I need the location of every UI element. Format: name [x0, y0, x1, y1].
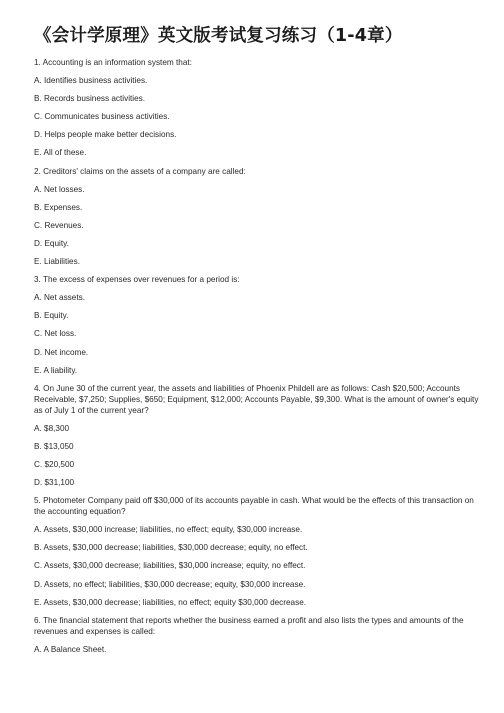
- answer-option: D. Helps people make better decisions.: [34, 130, 177, 140]
- answer-option: E. Assets, $30,000 decrease; liabilities, no effect; equity $30,000 decrease.: [34, 597, 307, 607]
- answer-option: D. Equity.: [34, 238, 69, 248]
- question-text: 6. The financial statement that reports whether the business earned a profit and also lists the types and amounts of the revenues and expenses is called:: [34, 615, 464, 636]
- answer-option: A. $8,300: [34, 423, 70, 433]
- answer-option: C. Communicates business activities.: [34, 112, 170, 122]
- answer-option: B. $13,050: [34, 441, 74, 451]
- answer-option: E. Liabilities.: [34, 257, 80, 267]
- answer-option: D. Net income.: [34, 347, 89, 357]
- answer-option: A. A Balance Sheet.: [34, 644, 107, 654]
- question-text: 4. On June 30 of the current year, the assets and liabilities of Phoenix Phildell are as follows: Cash $20,500; Accounts Receivable, $7,250; Supplies, $650; Equipment, $12,000; Accounts Payable, $9,300. What is the amount of owner's equity as of July 1 of the current year?: [34, 383, 479, 415]
- answer-option: A. Identifies business activities.: [34, 76, 148, 86]
- answer-option: A. Assets, $30,000 increase; liabilities, no effect; equity, $30,000 increase.: [34, 525, 303, 535]
- answer-option: E. A liability.: [34, 365, 78, 375]
- answer-option: C. Net loss.: [34, 329, 77, 339]
- answer-option: C. Assets, $30,000 decrease; liabilities, $30,000 increase; equity, no effect.: [34, 561, 306, 571]
- answer-option: B. Records business activities.: [34, 94, 146, 104]
- question-list: [34, 57, 483, 655]
- answer-option: B. Expenses.: [34, 202, 83, 212]
- answer-option: D. Assets, no effect; liabilities, $30,000 decrease; equity, $30,000 increase.: [34, 579, 306, 589]
- answer-option: B. Equity.: [34, 311, 69, 321]
- answer-option: A. Net assets.: [34, 293, 85, 303]
- question-text: 1. Accounting is an information system that:: [34, 58, 192, 67]
- document-title: 《会计学原理》英文版考试复习练习（1-4章）: [34, 26, 403, 46]
- question-text: 5. Photometer Company paid off $30,000 of its accounts payable in cash. What would be the effects of this transaction on the accounting equation?: [34, 496, 474, 517]
- answer-option: C. $20,500: [34, 459, 75, 469]
- question-text: 2. Creditors' claims on the assets of a company are called:: [34, 166, 246, 176]
- answer-option: B. Assets, $30,000 decrease; liabilities, $30,000 decrease; equity, no effect.: [34, 543, 308, 553]
- answer-option: A. Net losses.: [34, 184, 85, 194]
- answer-option: E. All of these.: [34, 148, 87, 158]
- answer-option: C. Revenues.: [34, 220, 84, 230]
- question-text: 3. The excess of expenses over revenues for a period is:: [34, 275, 240, 285]
- answer-option: D. $31,100: [34, 478, 75, 488]
